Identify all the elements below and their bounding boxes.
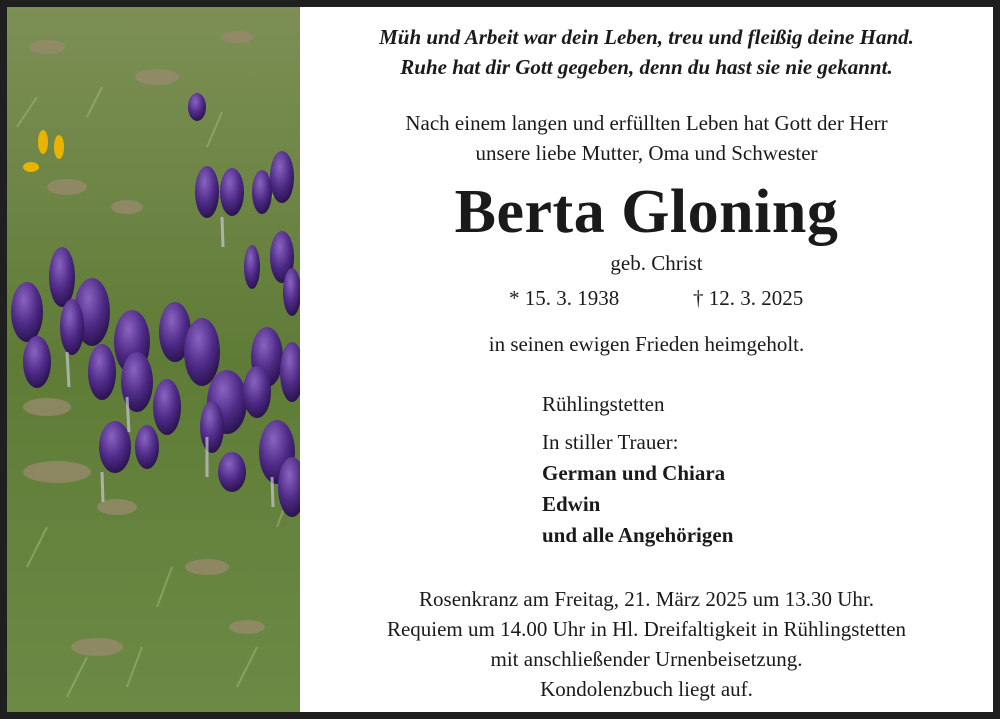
service-line-4: Kondolenzbuch liegt auf. [540, 677, 753, 701]
mourning-heading: In stiller Trauer: [542, 430, 679, 454]
mourner-name: German und Chiara [542, 461, 726, 485]
mourner-name: Edwin [542, 492, 601, 516]
death-date: † 12. 3. 2025 [693, 286, 804, 310]
service-line-2: Requiem um 14.00 Uhr in Hl. Dreifaltigkeit in Rühlingstetten [386, 617, 907, 641]
crocus-photo [7, 7, 300, 712]
motto-line-1: Müh und Arbeit war dein Leben, treu und fleißig deine Hand. [379, 25, 914, 49]
mourner-name: und alle Angehörigen [542, 523, 734, 547]
motto-line-2: Ruhe hat dir Gott gegeben, denn du hast sie nie gekannt. [400, 55, 893, 79]
crocus-flowers-icon [7, 7, 300, 712]
intro-line-1: Nach einem langen und erfüllten Leben hat Gott der Herr [405, 111, 888, 135]
obituary-text [300, 7, 993, 712]
closing-line: in seinen ewigen Frieden heimgeholt. [488, 332, 805, 356]
deceased-name: Berta Gloning [454, 178, 839, 246]
service-line-1: Rosenkranz am Freitag, 21. März 2025 um 13.30 Uhr. [419, 587, 874, 611]
intro-line-2: unsere liebe Mutter, Oma und Schwester [475, 141, 818, 165]
place-name: Rühlingstetten [542, 392, 665, 416]
birth-date: * 15. 3. 1938 [509, 286, 620, 310]
service-line-3: mit anschließender Urnenbeisetzung. [490, 647, 803, 671]
maiden-name: geb. Christ [610, 251, 703, 275]
